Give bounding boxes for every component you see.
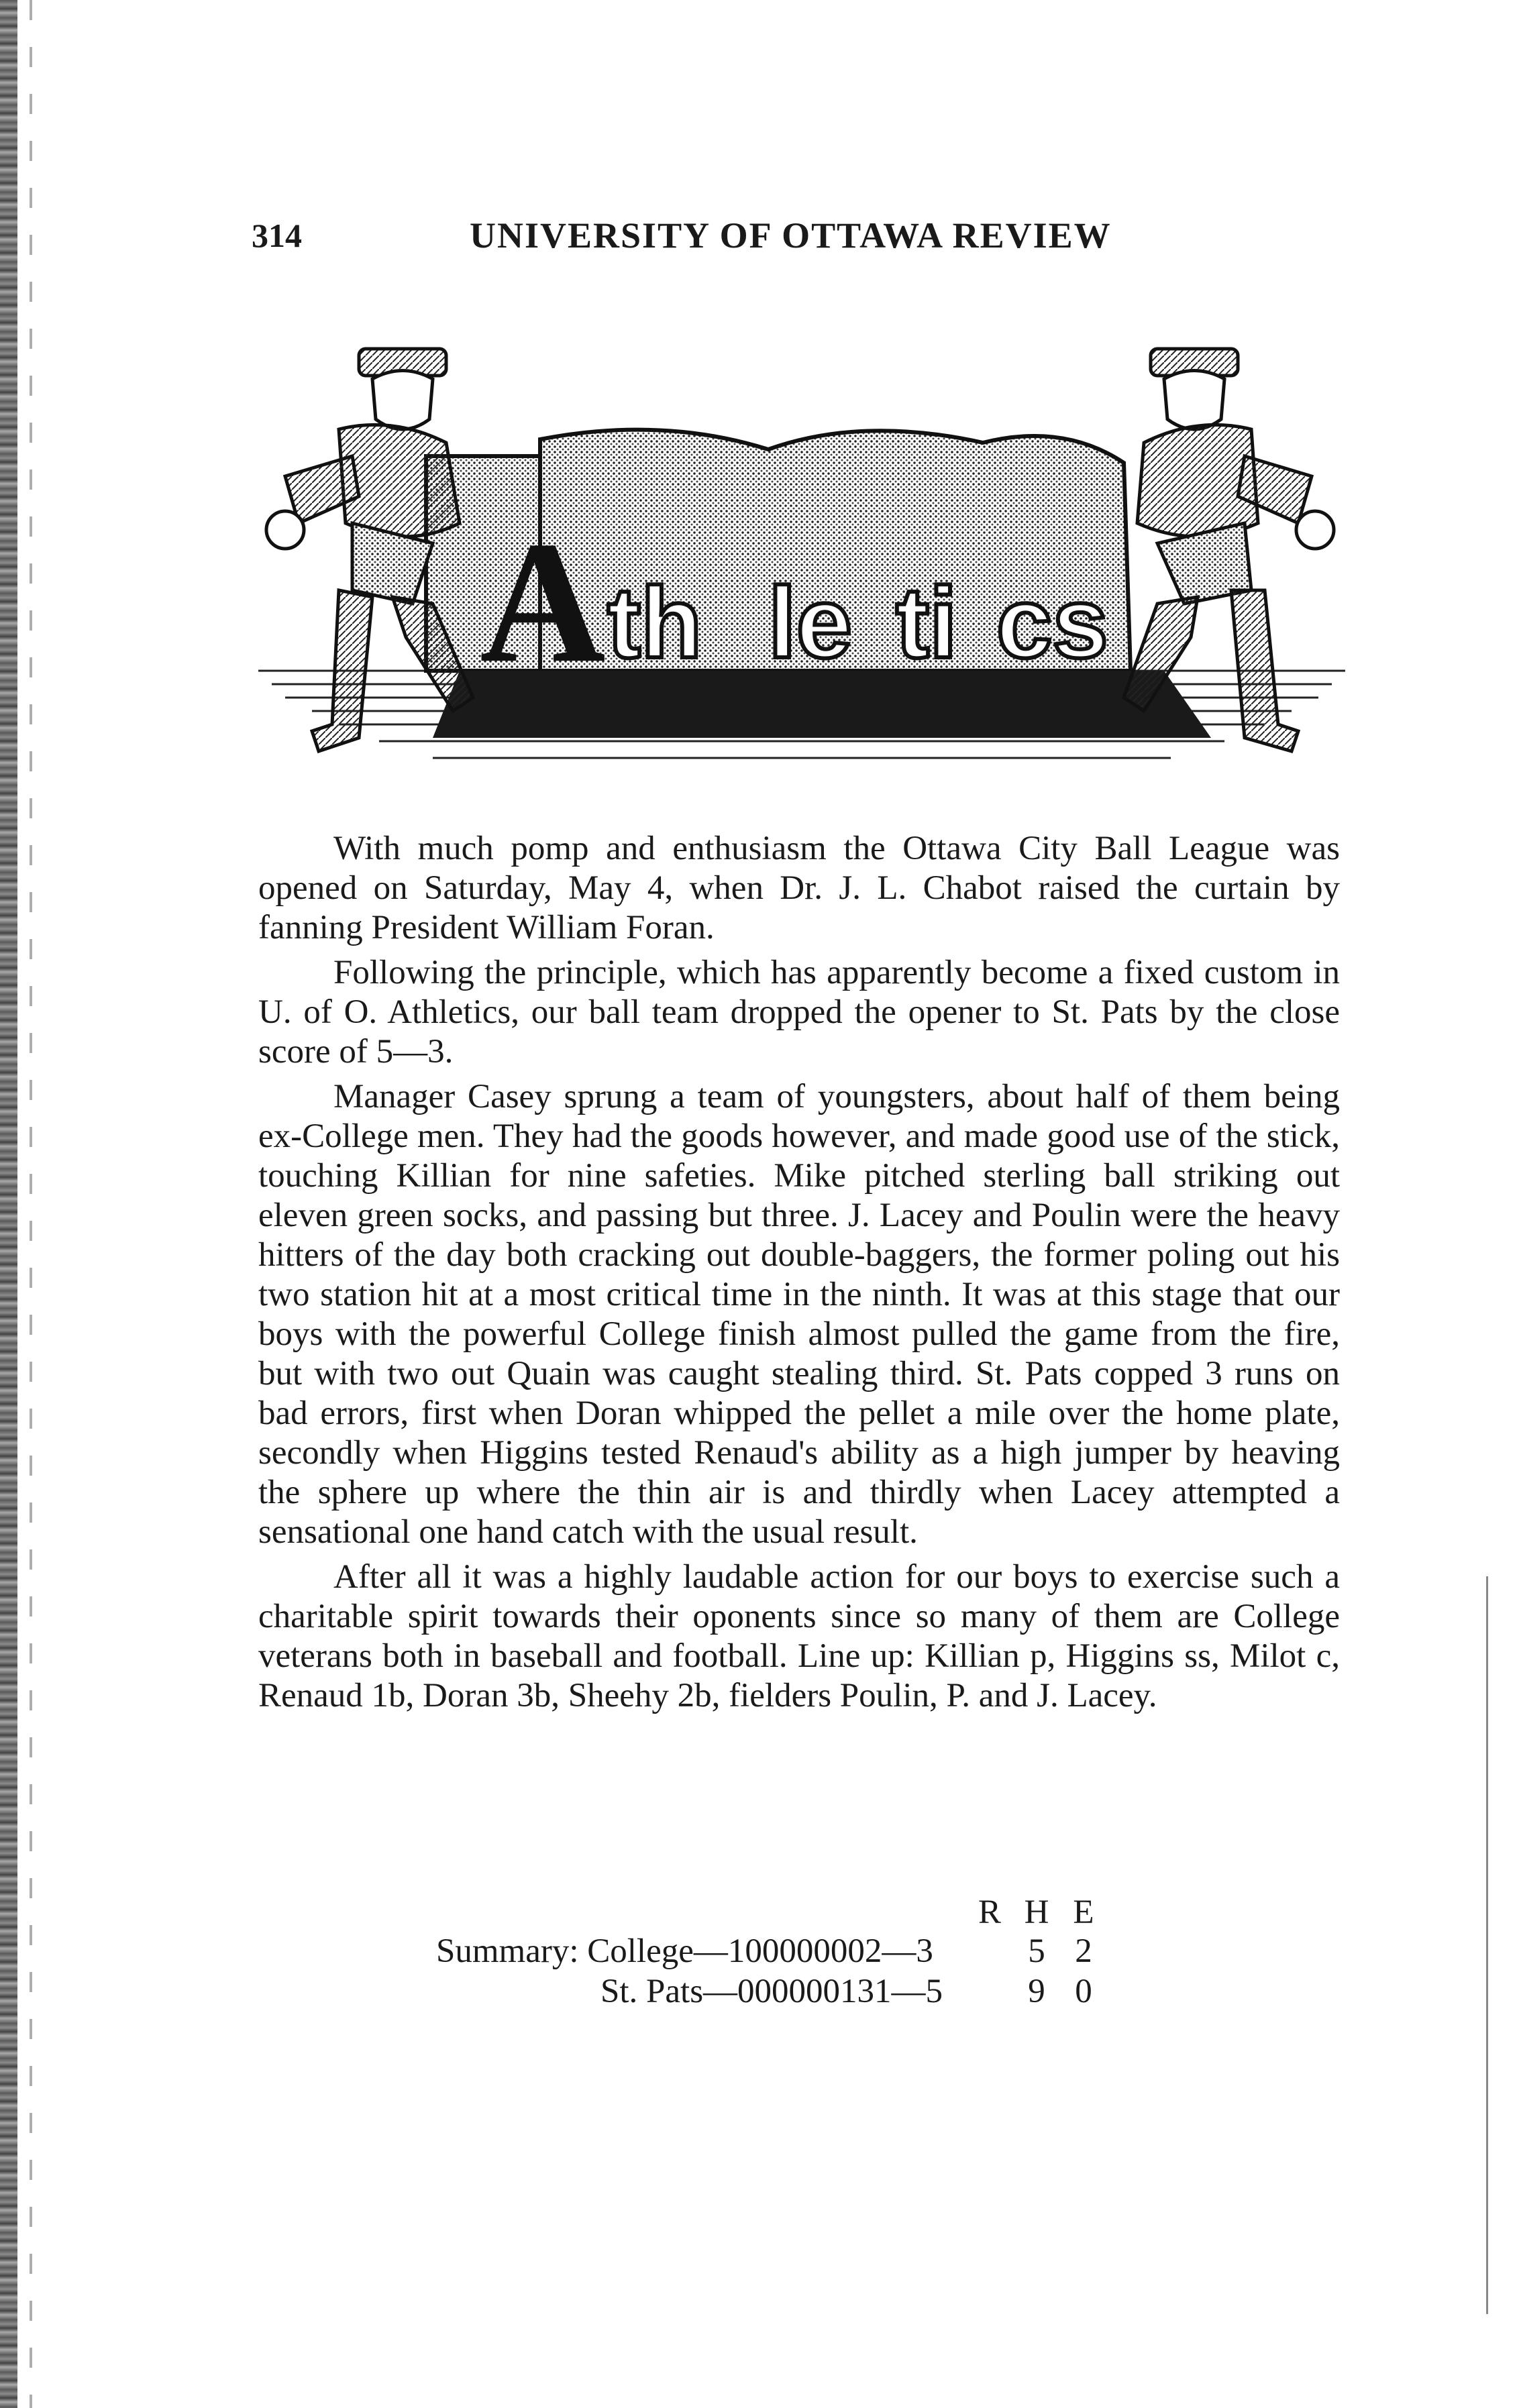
scan-edge-dashes — [30, 0, 32, 2408]
page-number: 314 — [252, 217, 302, 254]
box-score-st-pats-stats — [966, 1972, 1107, 2011]
paragraph: Following the principle, which has apparently become a fixed custom in U. of O. Athletics, our ball team dropped the opener to St. Pats by the close score of 5—3. — [258, 954, 1340, 1071]
box-score-college-stats — [966, 1932, 1107, 1971]
banner-letter-a: A — [480, 506, 606, 699]
box-score-row-st-pats: St. Pats—000000131—5 — [600, 1973, 943, 2010]
paragraph: After all it was a highly laudable action for our boys to exercise such a charitable spirit towards their oponents since so many of them are College veterans both in baseball and football. Line up: Killian p, Higgins ss, Milot c, Renaud 1b, Doran 3b, Sheehy 2b, fielders Poulin, P. and J. Lacey. — [258, 1558, 1340, 1714]
scan-edge-shadow — [0, 0, 17, 2408]
athletics-banner-illustration — [258, 322, 1345, 805]
college-errors: 2 — [1075, 1932, 1092, 1970]
svg-text:le: le — [768, 566, 853, 679]
st-pats-errors: 0 — [1075, 1973, 1092, 2010]
svg-text:cs: cs — [996, 566, 1108, 679]
article-body — [258, 829, 1340, 1721]
svg-text:ti: ti — [896, 566, 957, 679]
box-score-row-college: Summary: College—100000002—3 — [436, 1932, 933, 1970]
running-title: UNIVERSITY OF OTTAWA REVIEW — [470, 215, 1112, 256]
college-hits: 5 — [1028, 1932, 1045, 1970]
scan-edge-right — [1486, 1576, 1488, 2314]
paragraph: Manager Casey sprung a team of youngsters, about half of them being ex-College men. They had the goods however, and made good use of the stick, touching Killian for nine safeties. Mike pitched sterling ball striking out eleven green socks, and passing but three. J. Lacey and Poulin were the heavy hitters of the day both cracking out double-baggers, the former poling out his two station hit at a most critical time in the ninth. It was at this stage that our boys with the powerful College finish almost pulled the game from the fire, but with two out Quain was caught stealing third. St. Pats copped 3 runs on bad errors, first when Doran whipped the pellet a mile over the home plate, secondly when Higgins tested Renaud's ability as a high jumper by heaving the sphere up where the thin air is and thirdly when Lacey attempted a sensational one hand catch with the usual result. — [258, 1078, 1340, 1551]
col-errors: E — [1073, 1894, 1094, 1931]
athletics-lettering — [426, 430, 1211, 738]
paragraph: With much pomp and enthusiasm the Ottawa City Ball League was opened on Saturday, May 4, when Dr. J. L. Chabot raised the curtain by fanning President William Foran. — [258, 830, 1340, 946]
svg-text:th: th — [607, 566, 702, 679]
st-pats-hits: 9 — [1028, 1973, 1045, 2010]
col-runs: R — [978, 1894, 1002, 1931]
right-baseball-player-figure — [1124, 349, 1334, 751]
box-score-summary — [258, 1893, 1345, 2027]
col-hits: H — [1024, 1894, 1049, 1931]
box-score-header — [966, 1893, 1107, 1932]
